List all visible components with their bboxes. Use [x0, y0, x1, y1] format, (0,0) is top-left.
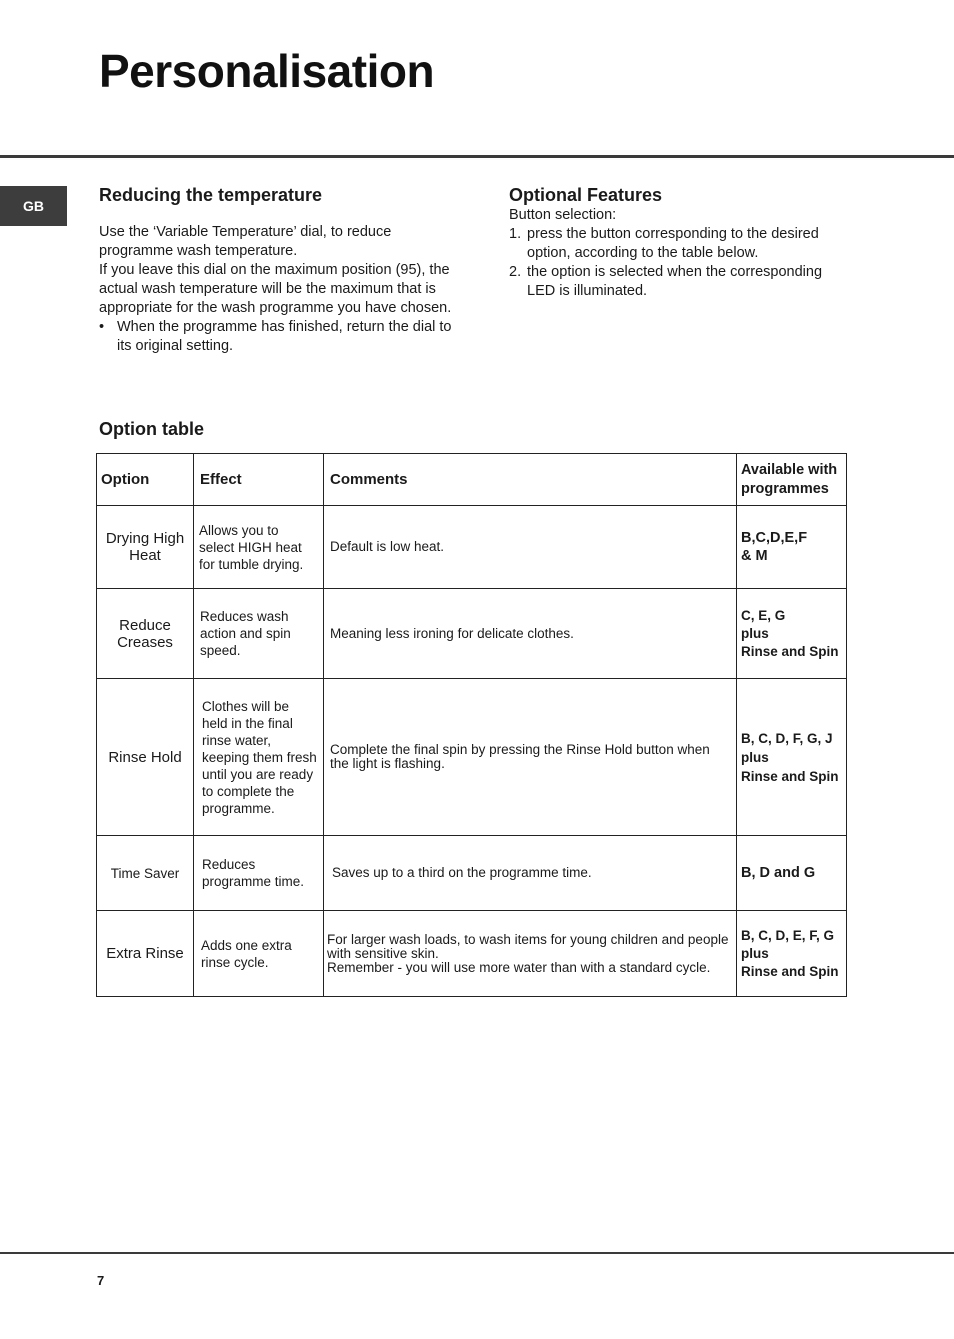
available-line: C, E, G — [741, 607, 786, 623]
available-line: & M — [741, 548, 768, 564]
available-line: plus — [741, 625, 769, 641]
reducing-temperature-para2: If you leave this dial on the maximum position (95), the actual wash temperature will be the maximum that is appropriate for the wash programme you have chosen. — [99, 262, 452, 316]
row-option: Drying High Heat — [97, 506, 194, 589]
reducing-temperature-heading: Reducing the temperature — [99, 185, 323, 205]
row-available — [737, 679, 847, 836]
bottom-divider — [0, 1252, 954, 1254]
row-effect: Reduces programme time. — [194, 836, 324, 911]
bullet-icon: • — [99, 319, 105, 335]
reducing-temperature-bullet — [99, 318, 461, 356]
optional-features-intro: Button selection: — [509, 207, 617, 223]
comments-line: For larger wash loads, to wash items for young children and people with sensitive skin. — [327, 931, 729, 961]
page-number: 7 — [97, 1273, 105, 1288]
row-comments: Default is low heat. — [324, 506, 737, 589]
reducing-temperature-para1: Use the ‘Variable Temperature’ dial, to reduce programme wash temperature. — [99, 224, 392, 259]
step-number: 2. — [509, 264, 522, 280]
bullet-text: When the programme has finished, return the dial to its original setting. — [117, 319, 452, 354]
row-option: Time Saver — [97, 836, 194, 911]
table-row — [97, 836, 847, 911]
available-line: Rinse and Spin — [741, 963, 839, 979]
available-line: B, C, D, E, F, G — [741, 927, 835, 943]
available-line: plus — [741, 749, 769, 765]
step-number: 1. — [509, 226, 522, 242]
comments-line: Remember - you will use more water than with a standard cycle. — [327, 959, 711, 975]
row-available — [737, 836, 847, 911]
table-row — [97, 679, 847, 836]
optional-features-section — [509, 184, 849, 301]
reducing-temperature-section — [99, 184, 461, 356]
table-row — [97, 589, 847, 679]
header-available — [737, 454, 847, 506]
optional-features-step — [509, 225, 849, 263]
row-effect: Reduces wash action and spin speed. — [194, 589, 324, 679]
header-comments: Comments — [324, 454, 737, 506]
available-line: Rinse and Spin — [741, 643, 839, 659]
row-option: Extra Rinse — [97, 911, 194, 997]
row-effect: Clothes will be held in the final rinse water, keeping them fresh until you are ready to complete the programme. — [194, 679, 324, 836]
available-line: Rinse and Spin — [741, 768, 839, 784]
available-line: B, C, D, F, G, J — [741, 730, 833, 746]
step-text: press the button corresponding to the desired option, according to the table below. — [527, 226, 819, 261]
available-line: plus — [741, 945, 769, 961]
page-title: Personalisation — [99, 45, 435, 97]
header-effect: Effect — [194, 454, 324, 506]
row-available — [737, 911, 847, 997]
header-available-line2: programmes — [741, 480, 829, 497]
row-comments: Saves up to a third on the programme time. — [324, 836, 737, 911]
row-option: Rinse Hold — [97, 679, 194, 836]
optional-features-step — [509, 263, 849, 301]
row-available — [737, 589, 847, 679]
optional-features-heading: Optional Features — [509, 185, 663, 205]
available-line: B, D and G — [741, 865, 816, 881]
option-table-title: Option table — [99, 419, 204, 439]
table-row — [97, 911, 847, 997]
row-effect: Adds one extra rinse cycle. — [194, 911, 324, 997]
table-row — [97, 506, 847, 589]
top-divider — [0, 155, 954, 158]
row-comments: Meaning less ironing for delicate clothes. — [324, 589, 737, 679]
row-option: Reduce Creases — [97, 589, 194, 679]
header-option: Option — [97, 454, 194, 506]
row-available — [737, 506, 847, 589]
row-comments: Complete the final spin by pressing the Rinse Hold button when the light is flashing. — [324, 679, 737, 836]
option-table — [96, 453, 847, 997]
available-line: B,C,D,E,F — [741, 530, 808, 546]
table-header-row — [97, 454, 847, 506]
row-comments — [324, 911, 737, 997]
header-available-line1: Available with — [741, 461, 838, 478]
language-tab: GB — [0, 186, 67, 226]
step-text: the option is selected when the corresponding LED is illuminated. — [527, 264, 823, 299]
row-effect: Allows you to select HIGH heat for tumble drying. — [194, 506, 324, 589]
